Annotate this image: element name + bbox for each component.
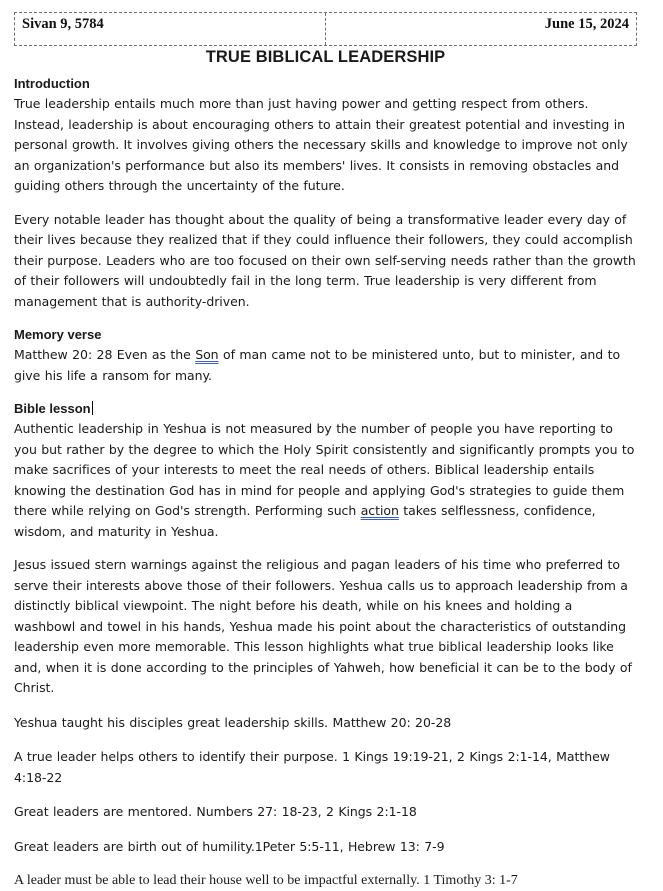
memory-verse-underlined-word: Son: [195, 347, 219, 362]
bible-lesson-paragraph-2: Jesus issued stern warnings against the religious and pagan leaders of his time who preferred to serve their interests above those of their followers. Yeshua calls us to approach leadership from a distinctly biblical viewpoint. The night before his death, while on his knees and holding a washbowl and towel in his hands, Yeshua made his point about the characteristics of outstanding leadership even more memorable. This lesson highlights what true biblical leadership looks like and, when it is done according to the principles of Yahweh, how beneficial it can be to the body of Christ.: [14, 557, 632, 695]
document-title: TRUE BIBLICAL LEADERSHIP: [205, 48, 446, 66]
lesson-final-point: A leader must be able to lead their house well to be impactful externally. 1 Timothy 3: 1-7: [14, 873, 518, 888]
memory-verse-text-before: Matthew 20: 28 Even as the: [14, 347, 196, 362]
memory-verse-text: [14, 345, 637, 386]
lesson-point: Great leaders are mentored. Numbers 27: 18-23, 2 Kings 2:1-18: [14, 804, 417, 819]
lesson-point: Great leaders are birth out of humility.1Peter 5:5-11, Hebrew 13: 7-9: [14, 838, 445, 854]
bible-lesson-paragraph-1: [14, 419, 637, 542]
memory-verse-text-after: of man came not to be ministered unto, but to minister, and to give his life a ransom for many.: [14, 347, 621, 383]
introduction-heading: Introduction: [14, 76, 90, 91]
gregorian-date: June 15, 2024: [544, 16, 629, 32]
bible-lesson-underlined-word: action: [360, 503, 399, 518]
bible-lesson-paragraph-1-after: takes selflessness, confidence, wisdom, and maturity in Yeshua.: [14, 503, 596, 539]
text-cursor: [92, 401, 93, 415]
lesson-point: A true leader helps others to identify their purpose. 1 Kings 19:19-21, 2 Kings 2:1-14, Matthew 4:18-22: [14, 749, 610, 785]
document-page: [14, 12, 637, 891]
introduction-paragraph-1: True leadership entails much more than just having power and getting respect from others. Instead, leadership is about encouraging others to attain their greatest potential and investing in personal growth. It involves giving others the necessary skills and knowledge to improve not only an organization's performance but also its members' lives. It consists in removing obstacles and guiding others through the uncertainty of the future.: [14, 96, 628, 193]
date-header-table: [14, 12, 637, 46]
memory-verse-heading: Memory verse: [14, 327, 102, 342]
bible-lesson-paragraph-1-before: Authentic leadership in Yeshua is not measured by the number of people you have reporting to you but rather by the degree to which the Holy Spirit consistently and significantly prompts you to make sacrifices of your interests to meet the real needs of others. Biblical leadership entails knowing the destination God has in mind for people and applying God's strategies to guide them there while relying on God's strength. Performing such: [14, 421, 635, 518]
introduction-paragraph-2: Every notable leader has thought about the quality of being a transformative leader every day of their lives because they realized that if they could influence their followers, they could accomplish their purpose. Leaders who are too focused on their own self-serving needs rather than the growth of their followers will undoubtedly fail in the long term. True leadership is very different from management that is authority-driven.: [14, 211, 636, 309]
lesson-point: Yeshua taught his disciples great leadership skills. Matthew 20: 20-28: [14, 714, 452, 730]
bible-lesson-heading: Bible lesson: [14, 401, 91, 416]
hebrew-date: Sivan 9, 5784: [15, 13, 326, 45]
bible-lesson-heading-wrap: [14, 399, 637, 419]
